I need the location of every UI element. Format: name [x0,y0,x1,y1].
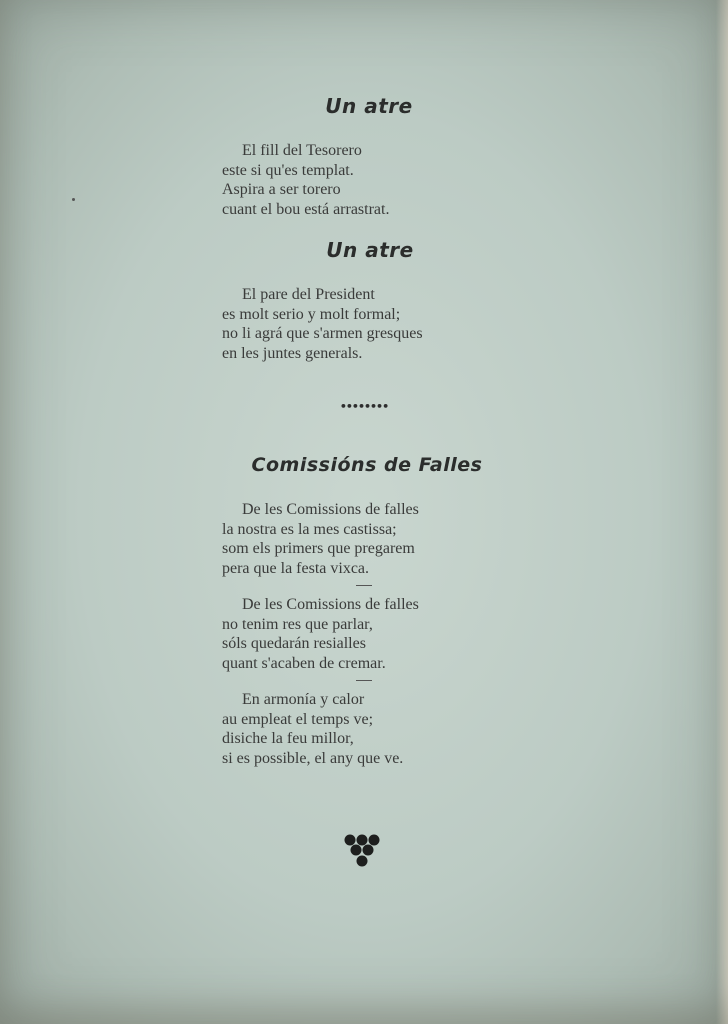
poem-stanza-1 [222,141,389,219]
poem-line: En armonía y calor [242,691,365,708]
poem-line: pera que la festa vixca. [222,559,370,577]
poem-line: este si qu'es templat. [222,161,354,179]
paper-speck [72,198,75,201]
poem-line: disiche la feu millor, [222,730,354,747]
poem-stanza-2 [222,285,423,363]
poem-line: no li agrá que s'armen gresques [222,325,423,342]
commissions-title: Comissións de Falles [251,454,483,476]
stanza-divider [356,585,372,586]
poem-line: au empleat el temps ve; [222,710,374,728]
poem-line: El pare del President [242,286,375,303]
commissions-stanza-2 [222,595,419,673]
section-separator: •••••••• [339,400,389,413]
section-title-2: Un atre [326,238,414,262]
commissions-stanza-3 [222,690,403,768]
poem-line: El fill del Tesorero [242,142,362,159]
poem-line: cuant el bou está arrastrat. [222,200,390,218]
poem-line: quant s'acaben de cremar. [222,654,386,672]
poem-line: De les Comissions de falles [242,501,419,518]
poem-line: la nostra es la mes castissa; [222,520,397,538]
page-edge [716,0,728,1024]
poem-line: De les Comissions de falles [242,596,419,613]
poem-line: si es possible, el any que ve. [222,749,404,767]
poem-line: Aspira a ser torero [222,181,341,198]
poem-line: no tenim res que parlar, [222,615,373,633]
stanza-divider [356,680,372,681]
poem-line: es molt serio y molt formal; [222,305,401,323]
poem-line: en les juntes generals. [222,344,363,362]
section-title-1: Un atre [325,94,413,118]
grape-cluster-icon [343,833,383,869]
poem-line: sóls quedarán resialles [222,635,366,652]
poem-line: som els primers que pregarem [222,540,415,557]
commissions-stanza-1 [222,500,419,578]
